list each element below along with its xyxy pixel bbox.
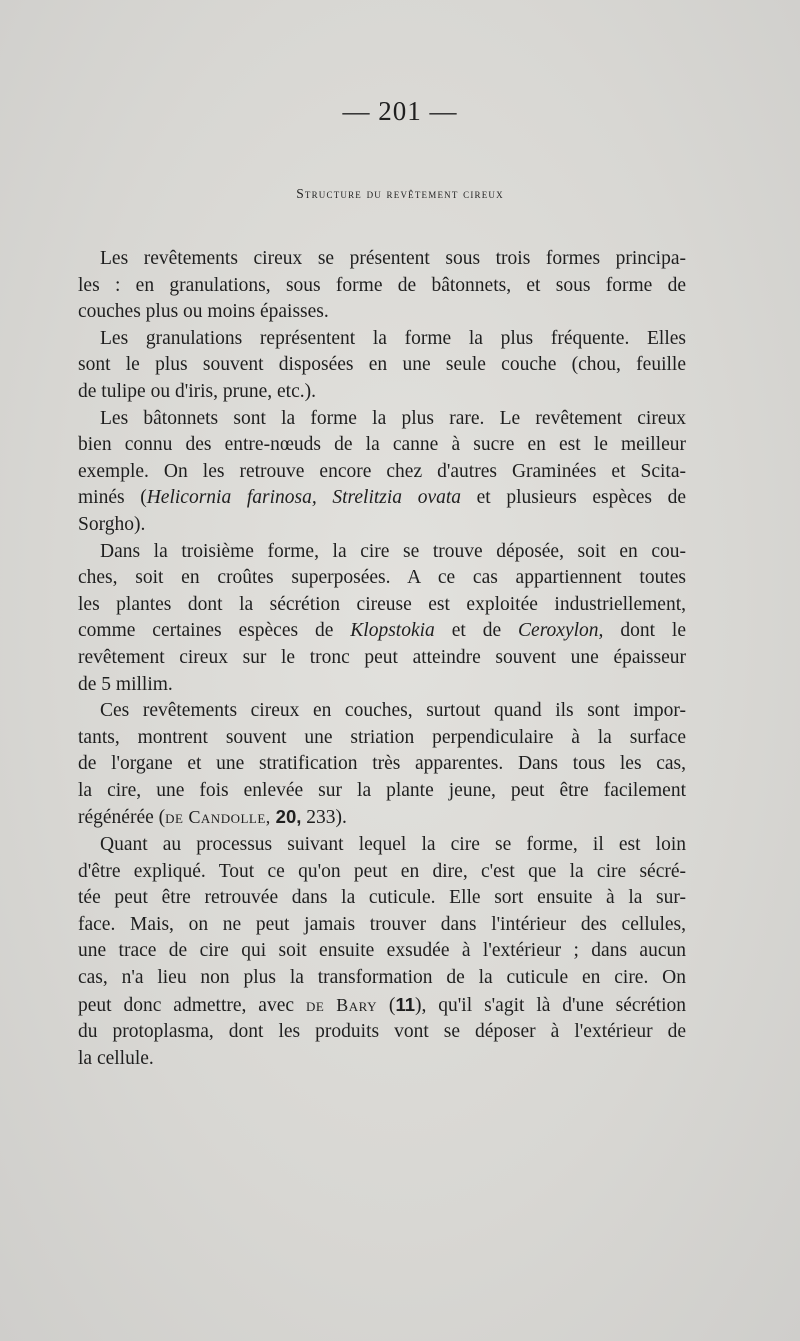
text-line: les : en granulations, sous forme de bâtonnets, et sous forme de <box>78 274 686 296</box>
text-fragment: 233). <box>301 807 347 829</box>
text-line: Quant au processus suivant lequel la cire se forme, il est loin <box>100 834 686 856</box>
text-line: face. Mais, on ne peut jamais trouver dans l'intérieur des cellules, <box>78 913 686 935</box>
text-line: Les granulations représentent la forme la plus fréquente. Elles <box>100 327 686 349</box>
text-line <box>78 618 686 645</box>
species-names-italic: Helicornia farinosa, Strelitzia ovata <box>146 487 462 509</box>
genus-name-italic: Ceroxylon, <box>518 620 604 642</box>
text-line: ches, soit en croûtes superposées. A ce cas appartiennent toutes <box>78 567 686 589</box>
text-fragment: régénérée ( <box>78 807 166 829</box>
text-line: de 5 millim. <box>78 673 173 695</box>
text-line: bien connu des entre-nœuds de la canne à sucre en est le meilleur <box>78 434 686 456</box>
text-line: Sorgho). <box>78 513 146 535</box>
text-fragment: ), qu'il s'agit là d'une sécrétion <box>415 994 687 1016</box>
paragraph-6 <box>78 832 686 1072</box>
text-line: exemple. On les retrouve encore chez d'autres Graminées et Scita- <box>78 460 686 482</box>
text-fragment: minés ( <box>78 487 147 509</box>
text-line: une trace de cire qui soit ensuite exsudée à l'extérieur ; dans aucun <box>78 940 686 962</box>
text-line: Dans la troisième forme, la cire se trouve déposée, soit en cou- <box>100 540 686 562</box>
text-line <box>78 804 686 832</box>
text-line: de l'organe et une stratification très apparentes. Dans tous les cas, <box>78 753 686 775</box>
text-line <box>78 992 686 1020</box>
text-line: de tulipe ou d'iris, prune, etc.). <box>78 380 316 402</box>
text-line: la cellule. <box>78 1047 154 1069</box>
text-line: tants, montrent souvent une striation perpendiculaire à la surface <box>78 726 686 748</box>
paragraph-3 <box>78 406 686 539</box>
text-line: revêtement cireux sur le tronc peut atteindre souvent une épaisseur <box>78 646 686 668</box>
text-line: les plantes dont la sécrétion cireuse est exploitée industriellement, <box>78 593 686 615</box>
text-fragment: peut donc admettre, avec <box>78 994 306 1016</box>
page-number: — 201 — <box>342 96 458 126</box>
text-fragment: et plusieurs espèces de <box>461 487 686 509</box>
paragraph-5 <box>78 698 686 832</box>
text-line: du protoplasma, dont les produits vont se déposer à l'extérieur de <box>78 1021 686 1043</box>
text-line <box>78 485 686 512</box>
text-line: Les revêtements cireux se présentent sous trois formes principa- <box>100 248 686 269</box>
text-line: Ces revêtements cireux en couches, surtout quand ils sont impor- <box>100 700 686 722</box>
text-line: cas, n'a lieu non plus la transformation de la cuticule en cire. On <box>78 967 686 989</box>
body-text <box>78 246 686 1072</box>
reference-number: 20, <box>275 806 302 828</box>
text-line: sont le plus souvent disposées en une seule couche (chou, feuille <box>78 354 686 376</box>
author-citation: de Candolle, <box>165 807 271 828</box>
section-title: Structure du revêtement cireux <box>296 186 504 201</box>
text-line: Les bâtonnets sont la forme la plus rare. Le revêtement cireux <box>100 407 686 429</box>
text-fragment: ( <box>377 994 396 1016</box>
text-fragment: et de <box>434 620 519 642</box>
text-line: couches plus ou moins épaisses. <box>78 301 329 323</box>
text-fragment: comme certaines espèces de <box>78 620 351 642</box>
author-citation: de Bary <box>305 994 378 1015</box>
reference-number: 11 <box>395 993 416 1015</box>
text-fragment: dont le <box>603 620 686 642</box>
paragraph-4 <box>78 539 686 699</box>
text-line: tée peut être retrouvée dans la cuticule. Elle sort ensuite à la sur- <box>78 887 686 909</box>
text-line: la cire, une fois enlevée sur la plante jeune, peut être facilement <box>78 779 686 801</box>
genus-name-italic: Klopstokia <box>350 620 435 642</box>
paragraph-2 <box>78 326 686 406</box>
paragraph-1 <box>78 246 686 326</box>
text-line: d'être expliqué. Tout ce qu'on peut en dire, c'est que la cire sécré- <box>78 860 686 882</box>
